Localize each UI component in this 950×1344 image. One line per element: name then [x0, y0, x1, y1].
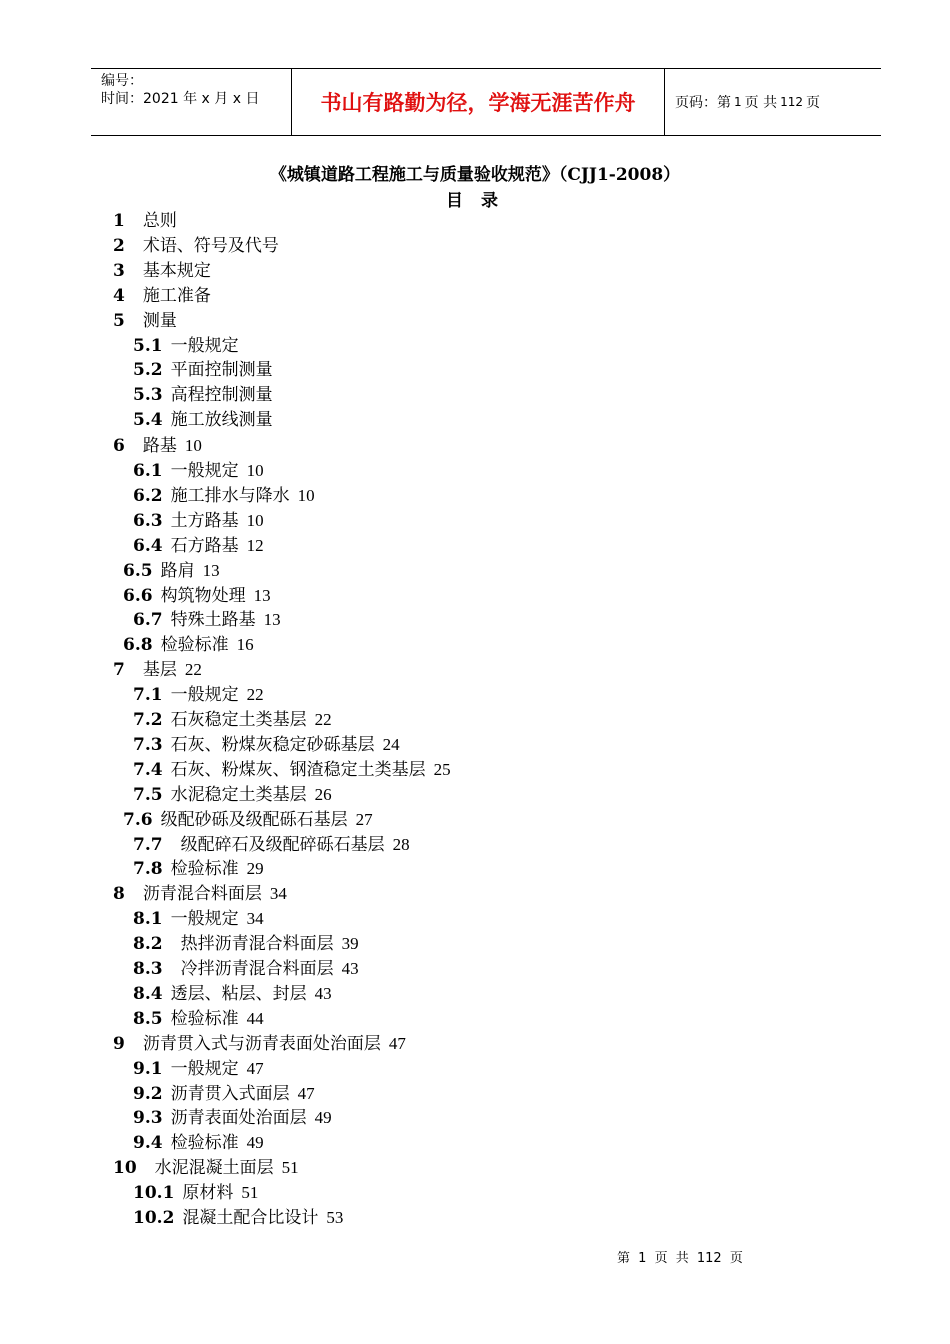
toc-entry-page: 13 [263, 610, 281, 630]
toc-entry[interactable] [133, 906, 264, 931]
toc-entry-title: 沥青混合料面层 [142, 884, 262, 905]
toc-entry-number: 6.1 [133, 461, 163, 481]
toc-entry-page: 10 [246, 510, 264, 530]
toc-entry-number: 8.1 [133, 909, 163, 930]
toc-entry[interactable] [113, 433, 202, 458]
toc-entry-title: 施工放线测量 [170, 410, 273, 431]
toc-entry-number: 6.2 [133, 485, 163, 506]
toc-entry-title: 特殊土路基 [170, 610, 256, 631]
toc-entry[interactable] [133, 956, 359, 981]
toc-entry-title: 原材料 [182, 1183, 234, 1204]
toc-entry[interactable] [133, 458, 264, 483]
toc-entry-title: 路基 [142, 436, 177, 457]
toc-entry-page: 13 [253, 585, 271, 605]
toc-entry-title: 一般规定 [170, 335, 239, 356]
toc-entry[interactable] [133, 931, 359, 956]
toc-entry[interactable] [133, 981, 332, 1006]
toc-entry-page: 47 [297, 1083, 315, 1103]
toc-entry-number: 9 [113, 1033, 125, 1054]
toc-entry-title: 检验标准 [170, 859, 239, 880]
toc-entry-number: 9.1 [133, 1058, 163, 1079]
toc-entry[interactable] [133, 782, 332, 807]
toc-entry-page: 10 [297, 485, 315, 505]
toc-entry-title: 石灰、粉煤灰稳定砂砾基层 [170, 734, 375, 755]
toc-entry[interactable] [133, 408, 273, 433]
toc-entry-number: 9.2 [133, 1083, 163, 1104]
toc-entry-title: 一般规定 [170, 685, 239, 706]
toc-entry-title: 透层、粘层、封层 [170, 983, 307, 1004]
toc-entry-page: 10 [184, 436, 202, 456]
footer-label-b: 页 [654, 1251, 668, 1266]
toc-entry-title: 石灰、粉煤灰、钢渣稳定土类基层 [170, 759, 426, 780]
header-motto: 书山有路勤为径，学海无涯苦作舟 [292, 69, 665, 135]
toc-entry[interactable] [123, 632, 254, 657]
toc-entry-number: 7.3 [133, 734, 163, 755]
toc-entry-page: 24 [382, 734, 400, 754]
toc-entry[interactable] [113, 209, 177, 234]
toc-entry[interactable] [133, 682, 264, 707]
toc-entry-number: 5.1 [133, 335, 163, 356]
toc-entry-title: 土方路基 [170, 510, 239, 531]
toc-entry-title: 检验标准 [160, 635, 229, 656]
toc-entry[interactable] [113, 1031, 406, 1056]
toc-entry-page: 47 [388, 1033, 406, 1053]
toc-entry-title: 石灰稳定土类基层 [170, 710, 307, 730]
toc-entry[interactable] [133, 1081, 315, 1106]
toc-entry-page: 22 [184, 660, 202, 680]
toc-entry-page: 44 [246, 1008, 264, 1028]
toc-entry-title: 总则 [142, 211, 177, 231]
date-label: 时间：2021 年 x 月 x 日 [101, 91, 260, 107]
footer-page-number: 1 [638, 1251, 647, 1266]
toc-entry-number: 10.2 [133, 1208, 175, 1228]
toc-entry[interactable] [113, 1155, 299, 1180]
toc-entry-page: 51 [281, 1158, 299, 1178]
toc-entry[interactable] [133, 607, 281, 632]
toc-entry-page: 39 [341, 934, 359, 954]
footer-label-a: 第 [617, 1251, 631, 1266]
toc-entry[interactable] [133, 732, 400, 757]
toc-entry-number: 5.4 [133, 410, 163, 431]
toc-entry-title: 石方路基 [170, 535, 239, 556]
toc-entry-title: 一般规定 [170, 1058, 239, 1079]
toc-entry-title: 沥青贯入式面层 [170, 1083, 290, 1104]
document-title: 《城镇道路工程施工与质量验收规范》（CJJ1-2008） [269, 165, 681, 185]
toc-entry-number: 10 [113, 1158, 137, 1179]
toc-entry-title: 级配砂砾及级配砾石基层 [160, 809, 348, 830]
toc-entry[interactable] [123, 558, 220, 583]
toc-entry[interactable] [133, 856, 264, 881]
footer-label-d: 页 [729, 1251, 743, 1266]
toc-entry[interactable] [133, 1105, 332, 1130]
toc-entry-title: 沥青表面处治面层 [170, 1108, 307, 1129]
header-meta [91, 69, 292, 135]
toc-entry-number: 8.4 [133, 983, 163, 1004]
toc-entry-number: 6.7 [133, 610, 163, 631]
toc-entry-number: 6.3 [133, 510, 163, 531]
toc-entry-page: 34 [246, 909, 264, 929]
toc-entry[interactable] [133, 383, 273, 408]
toc-entry[interactable] [113, 309, 177, 334]
toc-entry-page: 27 [355, 809, 373, 829]
toc-entry-number: 8.3 [133, 959, 163, 979]
toc-entry-number: 4 [113, 285, 125, 306]
page-number: 1 [734, 95, 742, 109]
toc-entry-page: 12 [246, 535, 264, 555]
toc-entry-page: 34 [269, 884, 287, 904]
toc-entry-number: 8.2 [133, 934, 163, 955]
toc-entry-title: 构筑物处理 [160, 585, 246, 606]
toc-entry-page: 47 [246, 1058, 264, 1078]
toc-entry-number: 7.8 [133, 859, 163, 880]
toc-entry[interactable] [133, 1205, 343, 1230]
toc-entry-number: 6.5 [123, 560, 153, 581]
toc-entry-title: 混凝土配合比设计 [182, 1208, 319, 1228]
toc-entry-number: 6 [113, 436, 125, 457]
toc-entry-number: 5 [113, 310, 125, 331]
toc-entry-number: 10.1 [133, 1183, 175, 1204]
toc-entry-number: 7.2 [133, 710, 163, 730]
toc-entry[interactable] [133, 1056, 264, 1081]
toc-entry-number: 2 [113, 235, 125, 256]
page-mid-label: 页 共 [744, 95, 778, 111]
toc-entry[interactable] [133, 707, 332, 732]
toc-entry-page: 49 [246, 1133, 264, 1153]
toc-heading: 目 录 [446, 191, 504, 211]
toc-entry-page: 43 [314, 983, 332, 1003]
toc-entry-title: 水泥稳定土类基层 [170, 784, 307, 805]
toc-entry-title: 平面控制测量 [170, 360, 273, 381]
toc-entry-title: 检验标准 [170, 1008, 239, 1029]
toc-entry-page: 22 [314, 710, 332, 729]
page-total: 112 [780, 95, 803, 109]
toc-entry[interactable] [133, 508, 264, 533]
toc-entry-page: 13 [202, 560, 220, 580]
toc-entry-page: 10 [246, 461, 264, 480]
toc-entry[interactable] [133, 1130, 264, 1155]
toc-entry-number: 6.6 [123, 585, 153, 606]
toc-entry-page: 16 [236, 635, 254, 655]
toc-entry[interactable] [133, 483, 315, 508]
toc-entry-title: 一般规定 [170, 461, 239, 481]
toc-entry-number: 6.8 [123, 635, 153, 656]
page-label: 页码：第 [675, 95, 731, 111]
toc-entry-number: 7.7 [133, 834, 163, 855]
toc-entry-page: 26 [314, 784, 332, 804]
toc-entry-title: 检验标准 [170, 1133, 239, 1154]
toc-entry-title: 基层 [142, 660, 177, 681]
toc-entry-title: 施工准备 [142, 285, 211, 306]
toc-entry-title: 基本规定 [142, 260, 211, 281]
toc-entry[interactable] [133, 757, 451, 782]
toc-entry-page: 53 [326, 1208, 344, 1227]
toc-entry[interactable] [133, 533, 264, 558]
toc-entry-number: 9.4 [133, 1133, 163, 1154]
page-header [91, 68, 881, 136]
toc-entry[interactable] [133, 1180, 258, 1205]
footer-label-c: 共 [675, 1251, 689, 1266]
toc-entry-page: 43 [341, 959, 359, 978]
toc-entry-page: 29 [246, 859, 264, 879]
toc-entry[interactable] [133, 1006, 264, 1031]
toc-entry[interactable] [113, 657, 202, 682]
toc-entry-number: 5.2 [133, 360, 163, 381]
toc-entry-title: 冷拌沥青混合料面层 [180, 959, 334, 979]
toc-entry-number: 8 [113, 884, 125, 905]
toc-entry[interactable] [113, 881, 287, 906]
toc-entry[interactable] [113, 259, 211, 284]
toc-entry[interactable] [133, 334, 239, 359]
toc-entry[interactable] [113, 234, 279, 259]
toc-entry-title: 路肩 [160, 560, 195, 581]
toc-entry[interactable] [123, 807, 373, 832]
toc-entry-page: 28 [392, 834, 410, 854]
toc-entry-title: 一般规定 [170, 909, 239, 930]
toc-entry-number: 5.3 [133, 385, 163, 406]
page-footer [617, 1247, 743, 1266]
toc-entry-title: 术语、符号及代号 [142, 235, 279, 256]
toc-entry-number: 7.6 [123, 809, 153, 830]
toc-entry-title: 水泥混凝土面层 [154, 1158, 274, 1179]
page-end-label: 页 [806, 95, 820, 111]
footer-page-total: 112 [696, 1251, 722, 1266]
toc-entry-number: 1 [113, 211, 125, 231]
toc-entry-title: 热拌沥青混合料面层 [180, 934, 334, 955]
toc-entry-number: 9.3 [133, 1108, 163, 1129]
toc-entry-page: 25 [433, 759, 451, 779]
toc-entry-title: 级配碎石及级配碎砾石基层 [180, 834, 385, 855]
toc-entry[interactable] [133, 358, 273, 383]
toc-entry[interactable] [113, 284, 211, 309]
toc-entry[interactable] [123, 583, 271, 608]
toc-entry-number: 3 [113, 260, 125, 281]
toc-entry-number: 8.5 [133, 1008, 163, 1029]
toc-entry[interactable] [133, 832, 410, 857]
toc-entry-page: 49 [314, 1108, 332, 1128]
toc-entry-title: 沥青贯入式与沥青表面处治面层 [142, 1033, 381, 1054]
toc-entry-number: 7 [113, 660, 125, 681]
toc-entry-page: 22 [246, 685, 264, 705]
toc-entry-title: 施工排水与降水 [170, 485, 290, 506]
toc-entry-number: 7.5 [133, 784, 163, 805]
toc-entry-number: 6.4 [133, 535, 163, 556]
header-page-info [665, 69, 881, 135]
toc-entry-number: 7.1 [133, 685, 163, 706]
toc-entry-title: 测量 [142, 310, 177, 331]
toc-entry-page: 51 [241, 1183, 259, 1203]
toc-entry-number: 7.4 [133, 759, 163, 780]
toc-entry-title: 高程控制测量 [170, 385, 273, 406]
serial-number-label: 编号： [101, 73, 143, 89]
